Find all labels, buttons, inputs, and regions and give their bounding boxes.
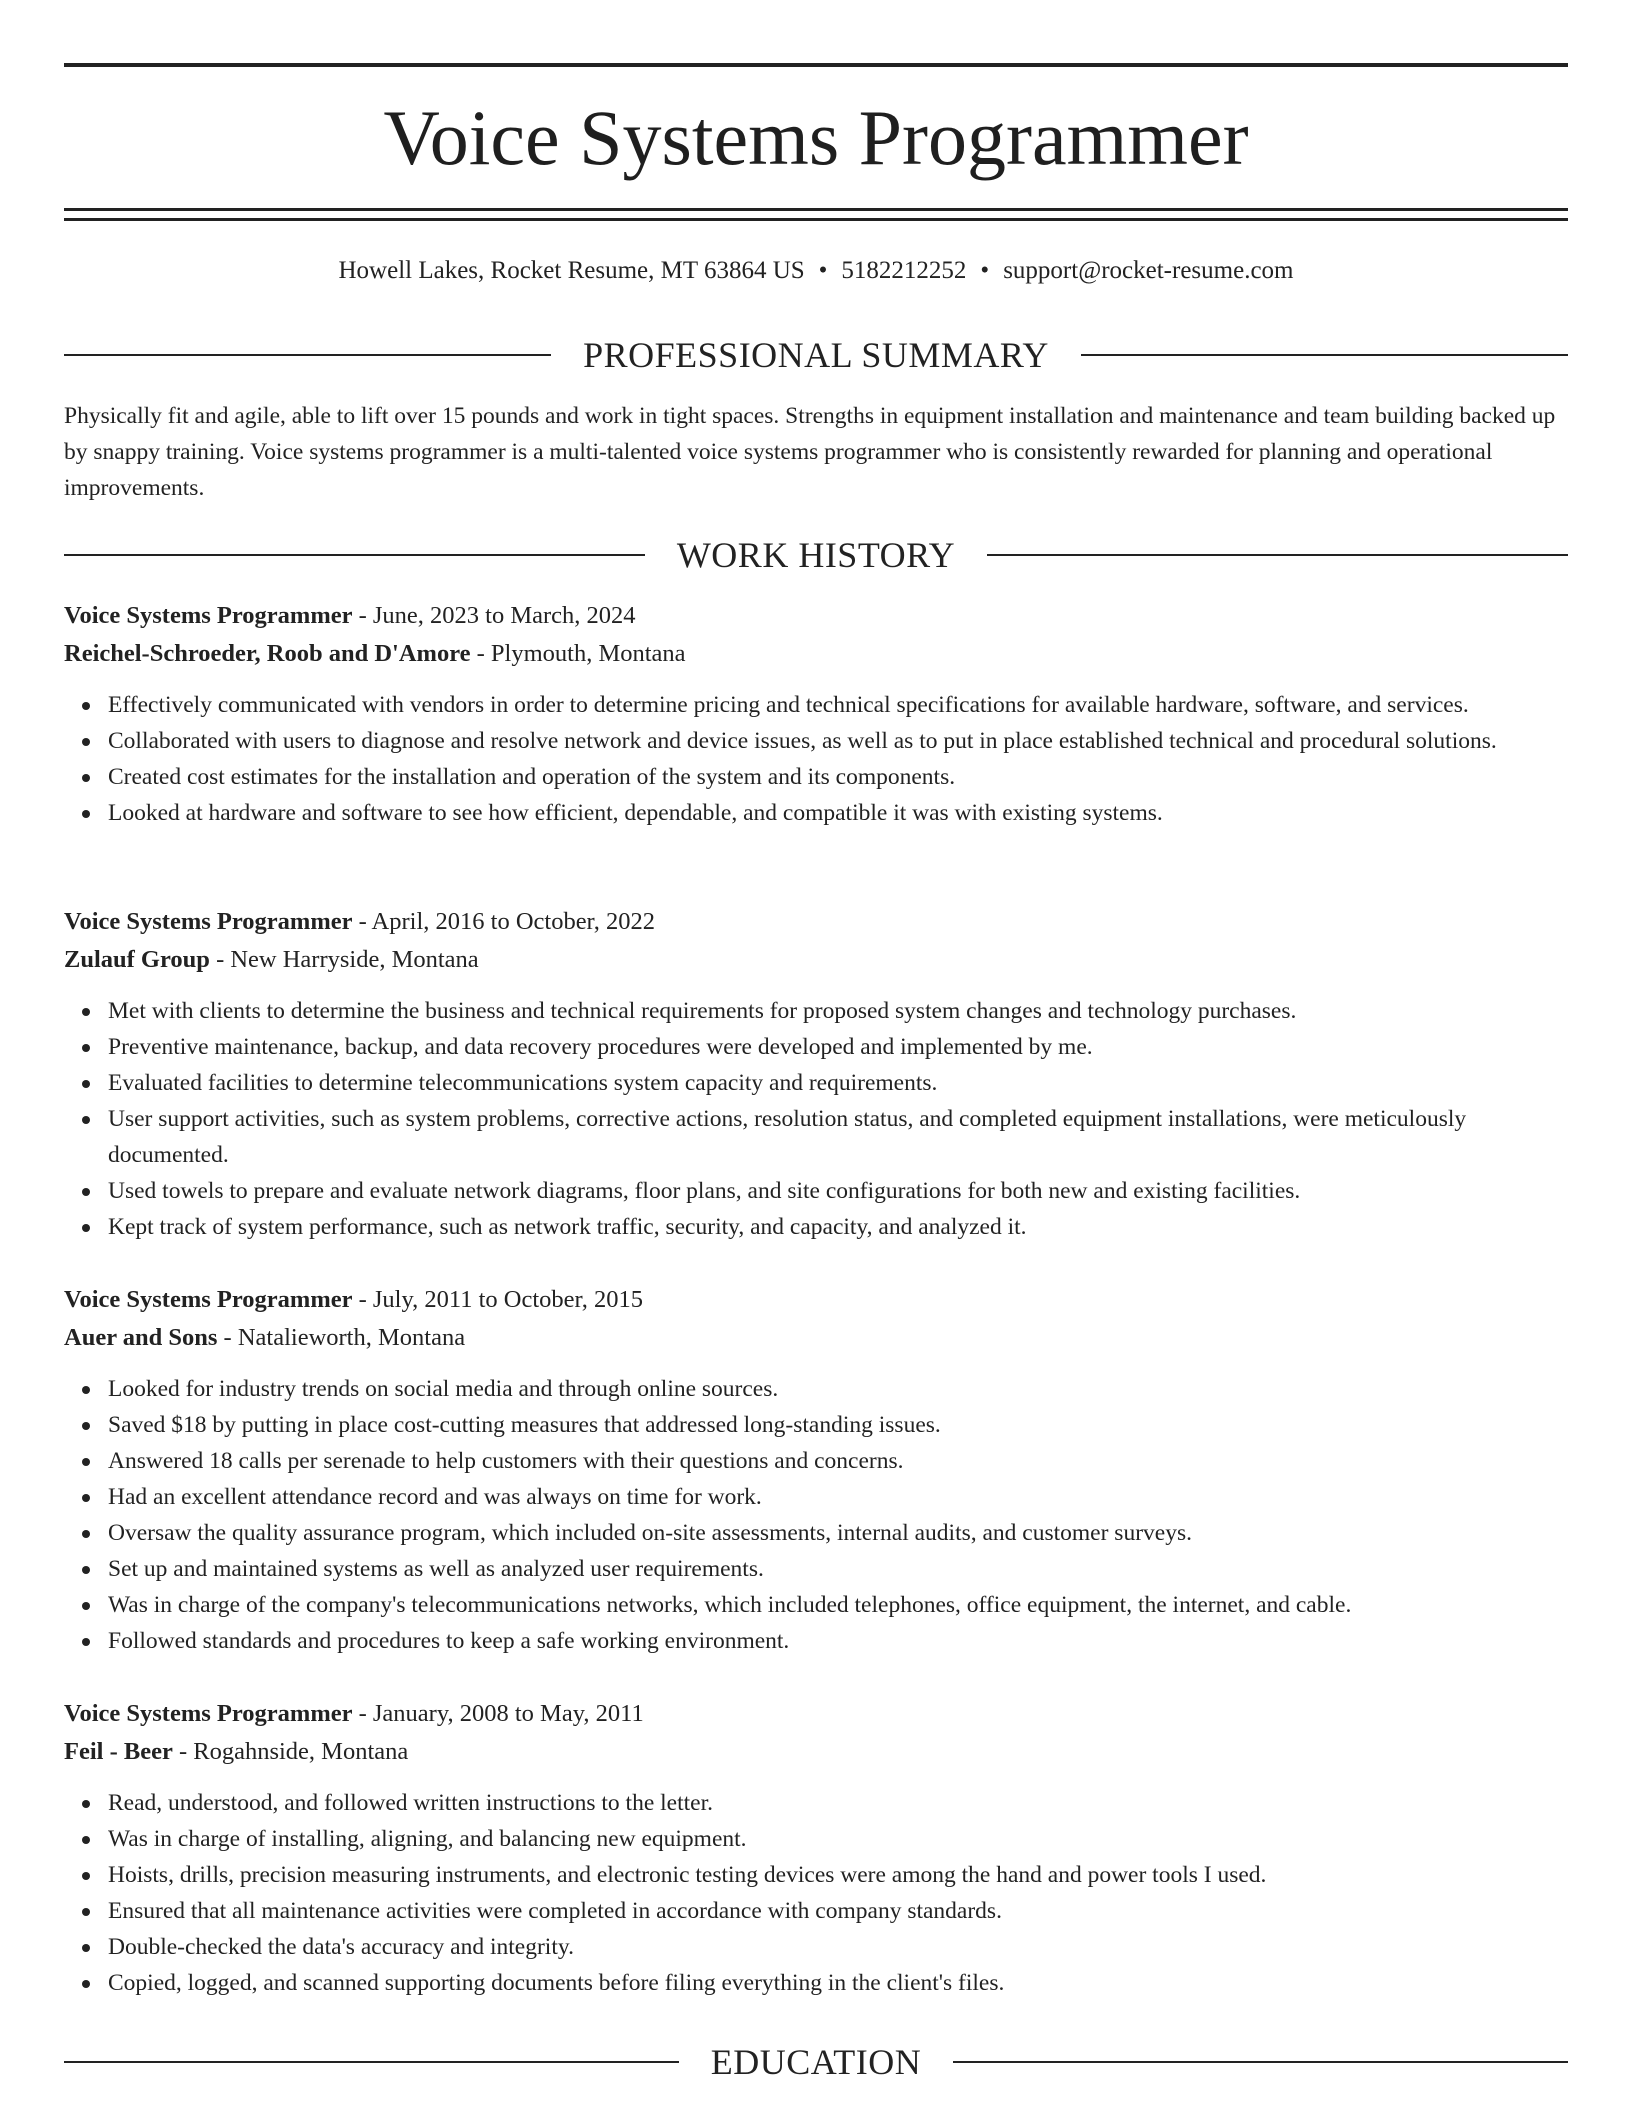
job-title-line — [64, 597, 1568, 635]
section-heading-education — [64, 2042, 1568, 2082]
list-item: Met with clients to determine the business and technical requirements for proposed system changes and technology purchases. — [108, 993, 1568, 1029]
list-item: Was in charge of installing, aligning, and balancing new equipment. — [108, 1821, 1568, 1857]
list-item: Preventive maintenance, backup, and data recovery procedures were developed and implemented by me. — [108, 1029, 1568, 1065]
section-heading-work-history — [64, 535, 1568, 575]
job-entry — [64, 1281, 1568, 1659]
job-company: Reichel-Schroeder, Roob and D'Amore — [64, 640, 471, 667]
title-double-rule — [64, 208, 1568, 221]
professional-summary: Physically fit and agile, able to lift over 15 pounds and work in tight spaces. Strengths in equipment installation and maintenance and team building backed up by snappy training. Voice systems programmer is a multi-talented voice systems programmer who is consistently rewarded for planning and operational improvements. — [64, 403, 1556, 501]
list-item: Evaluated facilities to determine telecommunications system capacity and requirements. — [108, 1065, 1568, 1101]
list-item: Copied, logged, and scanned supporting documents before filing everything in the client's files. — [108, 1965, 1568, 2001]
list-item: Looked at hardware and software to see how efficient, dependable, and compatible it was with existing systems. — [108, 795, 1568, 831]
list-item: Ensured that all maintenance activities were completed in accordance with company standards. — [108, 1893, 1568, 1929]
list-item: Was in charge of the company's telecommunications networks, which included telephones, office equipment, the internet, and cable. — [108, 1587, 1568, 1623]
job-title: Voice Systems Programmer — [64, 602, 353, 629]
job-title: Voice Systems Programmer — [64, 908, 353, 935]
job-bullets — [64, 1785, 1568, 2001]
job-title-line — [64, 1695, 1568, 1733]
job-entry — [64, 597, 1568, 831]
job-company-line — [64, 941, 1568, 979]
list-item: Kept track of system performance, such as network traffic, security, and capacity, and analyzed it. — [108, 1209, 1568, 1245]
job-dates: - June, 2023 to March, 2024 — [352, 602, 636, 629]
job-location: - Rogahnside, Montana — [172, 1738, 409, 1765]
section-heading-label: PROFESSIONAL SUMMARY — [583, 335, 1049, 375]
job-title: Voice Systems Programmer — [64, 1286, 353, 1313]
job-bullets — [64, 687, 1568, 831]
list-item: Read, understood, and followed written instructions to the letter. — [108, 1785, 1568, 1821]
job-bullets — [64, 1371, 1568, 1659]
job-entry — [64, 903, 1568, 1245]
job-dates: - April, 2016 to October, 2022 — [352, 908, 655, 935]
resume-title: Voice Systems Programmer — [383, 94, 1249, 181]
top-rule — [64, 63, 1568, 67]
contact-separator: • — [980, 257, 990, 284]
list-item: Answered 18 calls per serenade to help customers with their questions and concerns. — [108, 1443, 1568, 1479]
contact-separator: • — [818, 257, 828, 284]
job-title-line — [64, 903, 1568, 941]
job-bullets — [64, 993, 1568, 1245]
job-location: - Plymouth, Montana — [470, 640, 686, 667]
list-item: Had an excellent attendance record and was always on time for work. — [108, 1479, 1568, 1515]
contact-phone: 5182212252 — [841, 257, 967, 284]
list-item: Double-checked the data's accuracy and integrity. — [108, 1929, 1568, 1965]
contact-email: support@rocket-resume.com — [1003, 257, 1294, 284]
job-company-line — [64, 1733, 1568, 1771]
contact-line — [64, 253, 1568, 289]
list-item: Effectively communicated with vendors in order to determine pricing and technical specifications for available hardware, software, and services. — [108, 687, 1568, 723]
job-company-line — [64, 635, 1568, 673]
job-dates: - July, 2011 to October, 2015 — [352, 1286, 643, 1313]
list-item: User support activities, such as system problems, corrective actions, resolution status, and completed equipment installations, were meticulously documented. — [108, 1101, 1568, 1173]
list-item: Created cost estimates for the installation and operation of the system and its components. — [108, 759, 1568, 795]
list-item: Collaborated with users to diagnose and resolve network and device issues, as well as to put in place established technical and procedural solutions. — [108, 723, 1568, 759]
list-item: Oversaw the quality assurance program, which included on-site assessments, internal audits, and customer surveys. — [108, 1515, 1568, 1551]
job-company: Feil - Beer — [64, 1738, 173, 1765]
section-heading-label: WORK HISTORY — [676, 535, 956, 575]
section-heading-summary — [64, 335, 1568, 375]
job-location: - New Harryside, Montana — [209, 946, 479, 973]
job-company: Zulauf Group — [64, 946, 210, 973]
job-title: Voice Systems Programmer — [64, 1700, 353, 1727]
job-company: Auer and Sons — [64, 1324, 218, 1351]
list-item: Saved $18 by putting in place cost-cutting measures that addressed long-standing issues. — [108, 1407, 1568, 1443]
job-dates: - January, 2008 to May, 2011 — [352, 1700, 644, 1727]
job-entry — [64, 1695, 1568, 2001]
list-item: Used towels to prepare and evaluate network diagrams, floor plans, and site configurations for both new and existing facilities. — [108, 1173, 1568, 1209]
section-heading-label: EDUCATION — [710, 2042, 922, 2082]
list-item: Set up and maintained systems as well as analyzed user requirements. — [108, 1551, 1568, 1587]
list-item: Looked for industry trends on social media and through online sources. — [108, 1371, 1568, 1407]
contact-address: Howell Lakes, Rocket Resume, MT 63864 US — [338, 257, 805, 284]
list-item: Hoists, drills, precision measuring instruments, and electronic testing devices were among the hand and power tools I used. — [108, 1857, 1568, 1893]
list-item: Followed standards and procedures to keep a safe working environment. — [108, 1623, 1568, 1659]
job-title-line — [64, 1281, 1568, 1319]
job-company-line — [64, 1319, 1568, 1357]
job-location: - Natalieworth, Montana — [217, 1324, 466, 1351]
